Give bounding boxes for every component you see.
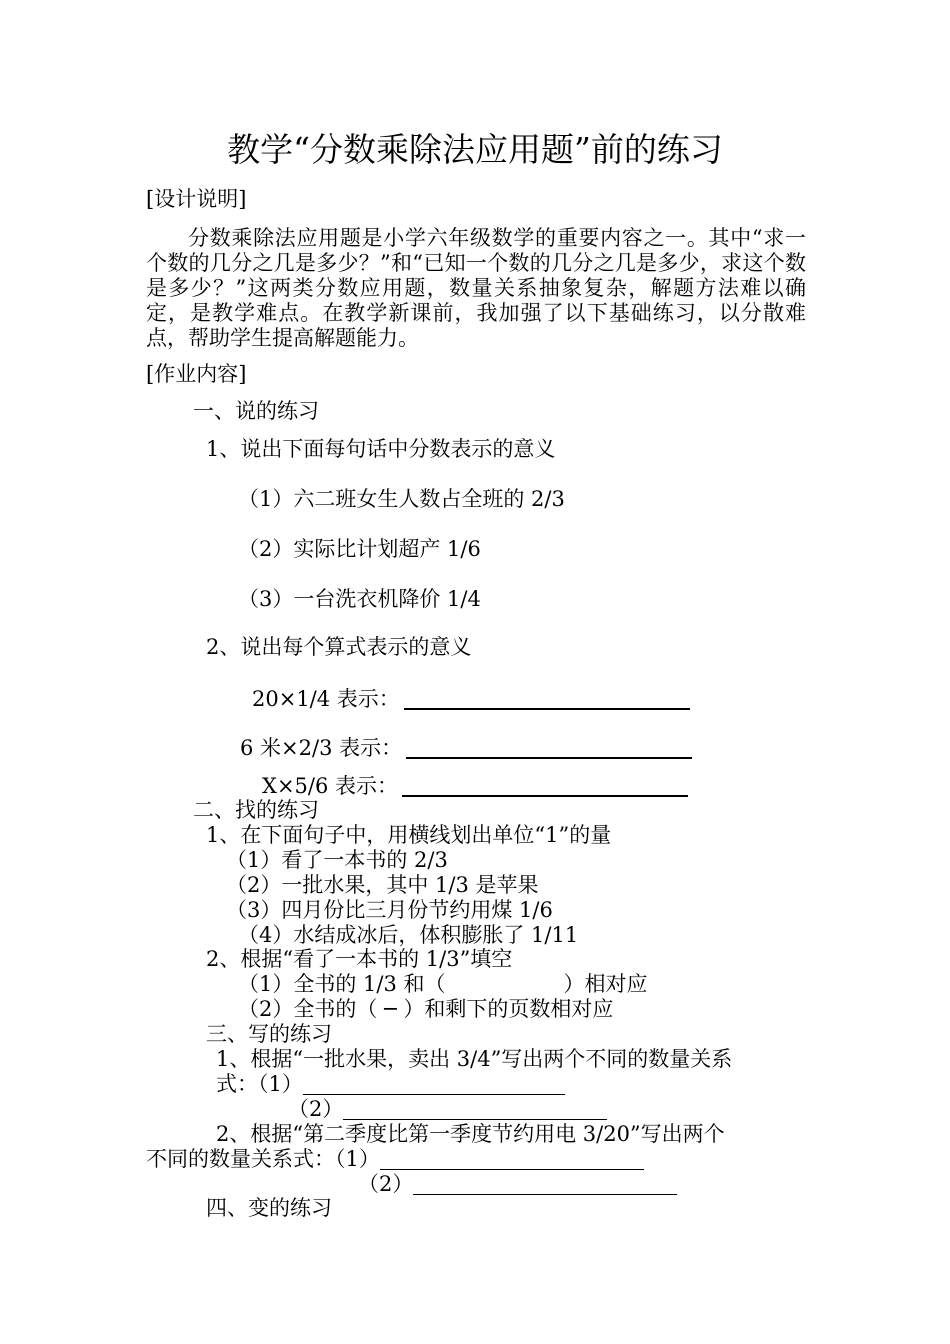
s3-q2-line: 2、根据“第二季度比第一季度节约用电 3/20”写出两个 [216, 1122, 725, 1146]
answer-blank[interactable] [343, 1099, 607, 1120]
s1-q2-item [252, 686, 690, 712]
section-3-heading: 三、写的练习 [206, 1022, 332, 1046]
s1-q2-item [240, 735, 692, 761]
s1-question-1: 1、说出下面每句话中分数表示的意义 [206, 437, 556, 461]
answer-blank[interactable] [404, 688, 690, 710]
design-paragraph: 分数乘除法应用题是小学六年级数学的重要内容之一。其中“求一个数的几分之几是多少？”和“已知一个数的几分之几是多少，求这个数是多少？”这两类分数应用题，数量关系抽象复杂，解题方法难以确定，是教学难点。在教学新课前，我加强了以下基础练习，以分散难点，帮助学生提高解题能力。 [146, 226, 806, 350]
s3-label: 不同的数量关系式：（1） [146, 1147, 380, 1171]
document-title: 教学“分数乘除法应用题”前的练习 [227, 130, 723, 169]
s3-label: （2） [288, 1097, 344, 1121]
s2-question-2: 2、根据“看了一本书的 1/3”填空 [206, 947, 513, 971]
s1-q2-label: 20×1/4 表示： [252, 687, 400, 711]
answer-blank[interactable] [402, 775, 688, 797]
s2-question-1: 1、在下面句子中，用横线划出单位“1”的量 [206, 823, 612, 847]
s2-q2-text: （1）全书的 1/3 和（ [238, 972, 446, 996]
s1-q2-label: 6 米×2/3 表示： [240, 736, 403, 760]
s2-q1-item: （4）水结成冰后，体积膨胀了 1/11 [238, 923, 579, 947]
s3-q2-line [358, 1171, 677, 1197]
s2-q1-item: （2）一批水果，其中 1/3 是苹果 [226, 873, 539, 897]
s3-label: 式：（1） [216, 1072, 303, 1096]
homework-heading: [作业内容] [146, 362, 247, 386]
design-heading: [设计说明] [146, 187, 247, 211]
s2-q1-item: （1）看了一本书的 2/3 [226, 848, 448, 872]
s2-q1-item: （3）四月份比三月份节约用煤 1/6 [226, 898, 553, 922]
s3-q1-line [288, 1096, 607, 1122]
s1-q1-item: （1）六二班女生人数占全班的 2/3 [238, 487, 565, 511]
s1-question-2: 2、说出每个算式表示的意义 [206, 635, 472, 659]
s3-label: （2） [358, 1172, 414, 1196]
s3-q1-line [216, 1071, 565, 1097]
s3-q1-line: 1、根据“一批水果，卖出 3/4”写出两个不同的数量关系 [216, 1047, 733, 1071]
section-2-heading: 二、找的练习 [193, 798, 319, 822]
s1-q1-item: （2）实际比计划超产 1/6 [238, 537, 481, 561]
s2-q2-item-2: （2）全书的（ ─ ）和剩下的页数相对应 [238, 997, 614, 1021]
section-1-heading: 一、说的练习 [193, 399, 319, 423]
s2-q2-text: ）相对应 [563, 972, 648, 996]
s3-q2-line [146, 1146, 644, 1172]
s1-q1-item: （3）一台洗衣机降价 1/4 [238, 587, 481, 611]
s1-q2-label: X×5/6 表示： [262, 774, 399, 798]
section-4-heading: 四、变的练习 [206, 1196, 332, 1220]
answer-blank[interactable] [303, 1074, 565, 1095]
answer-blank[interactable] [406, 737, 692, 759]
answer-blank[interactable] [413, 1174, 677, 1195]
s1-q2-item [262, 773, 688, 799]
s2-q2-item-1 [238, 971, 648, 997]
answer-blank[interactable] [380, 1149, 644, 1170]
